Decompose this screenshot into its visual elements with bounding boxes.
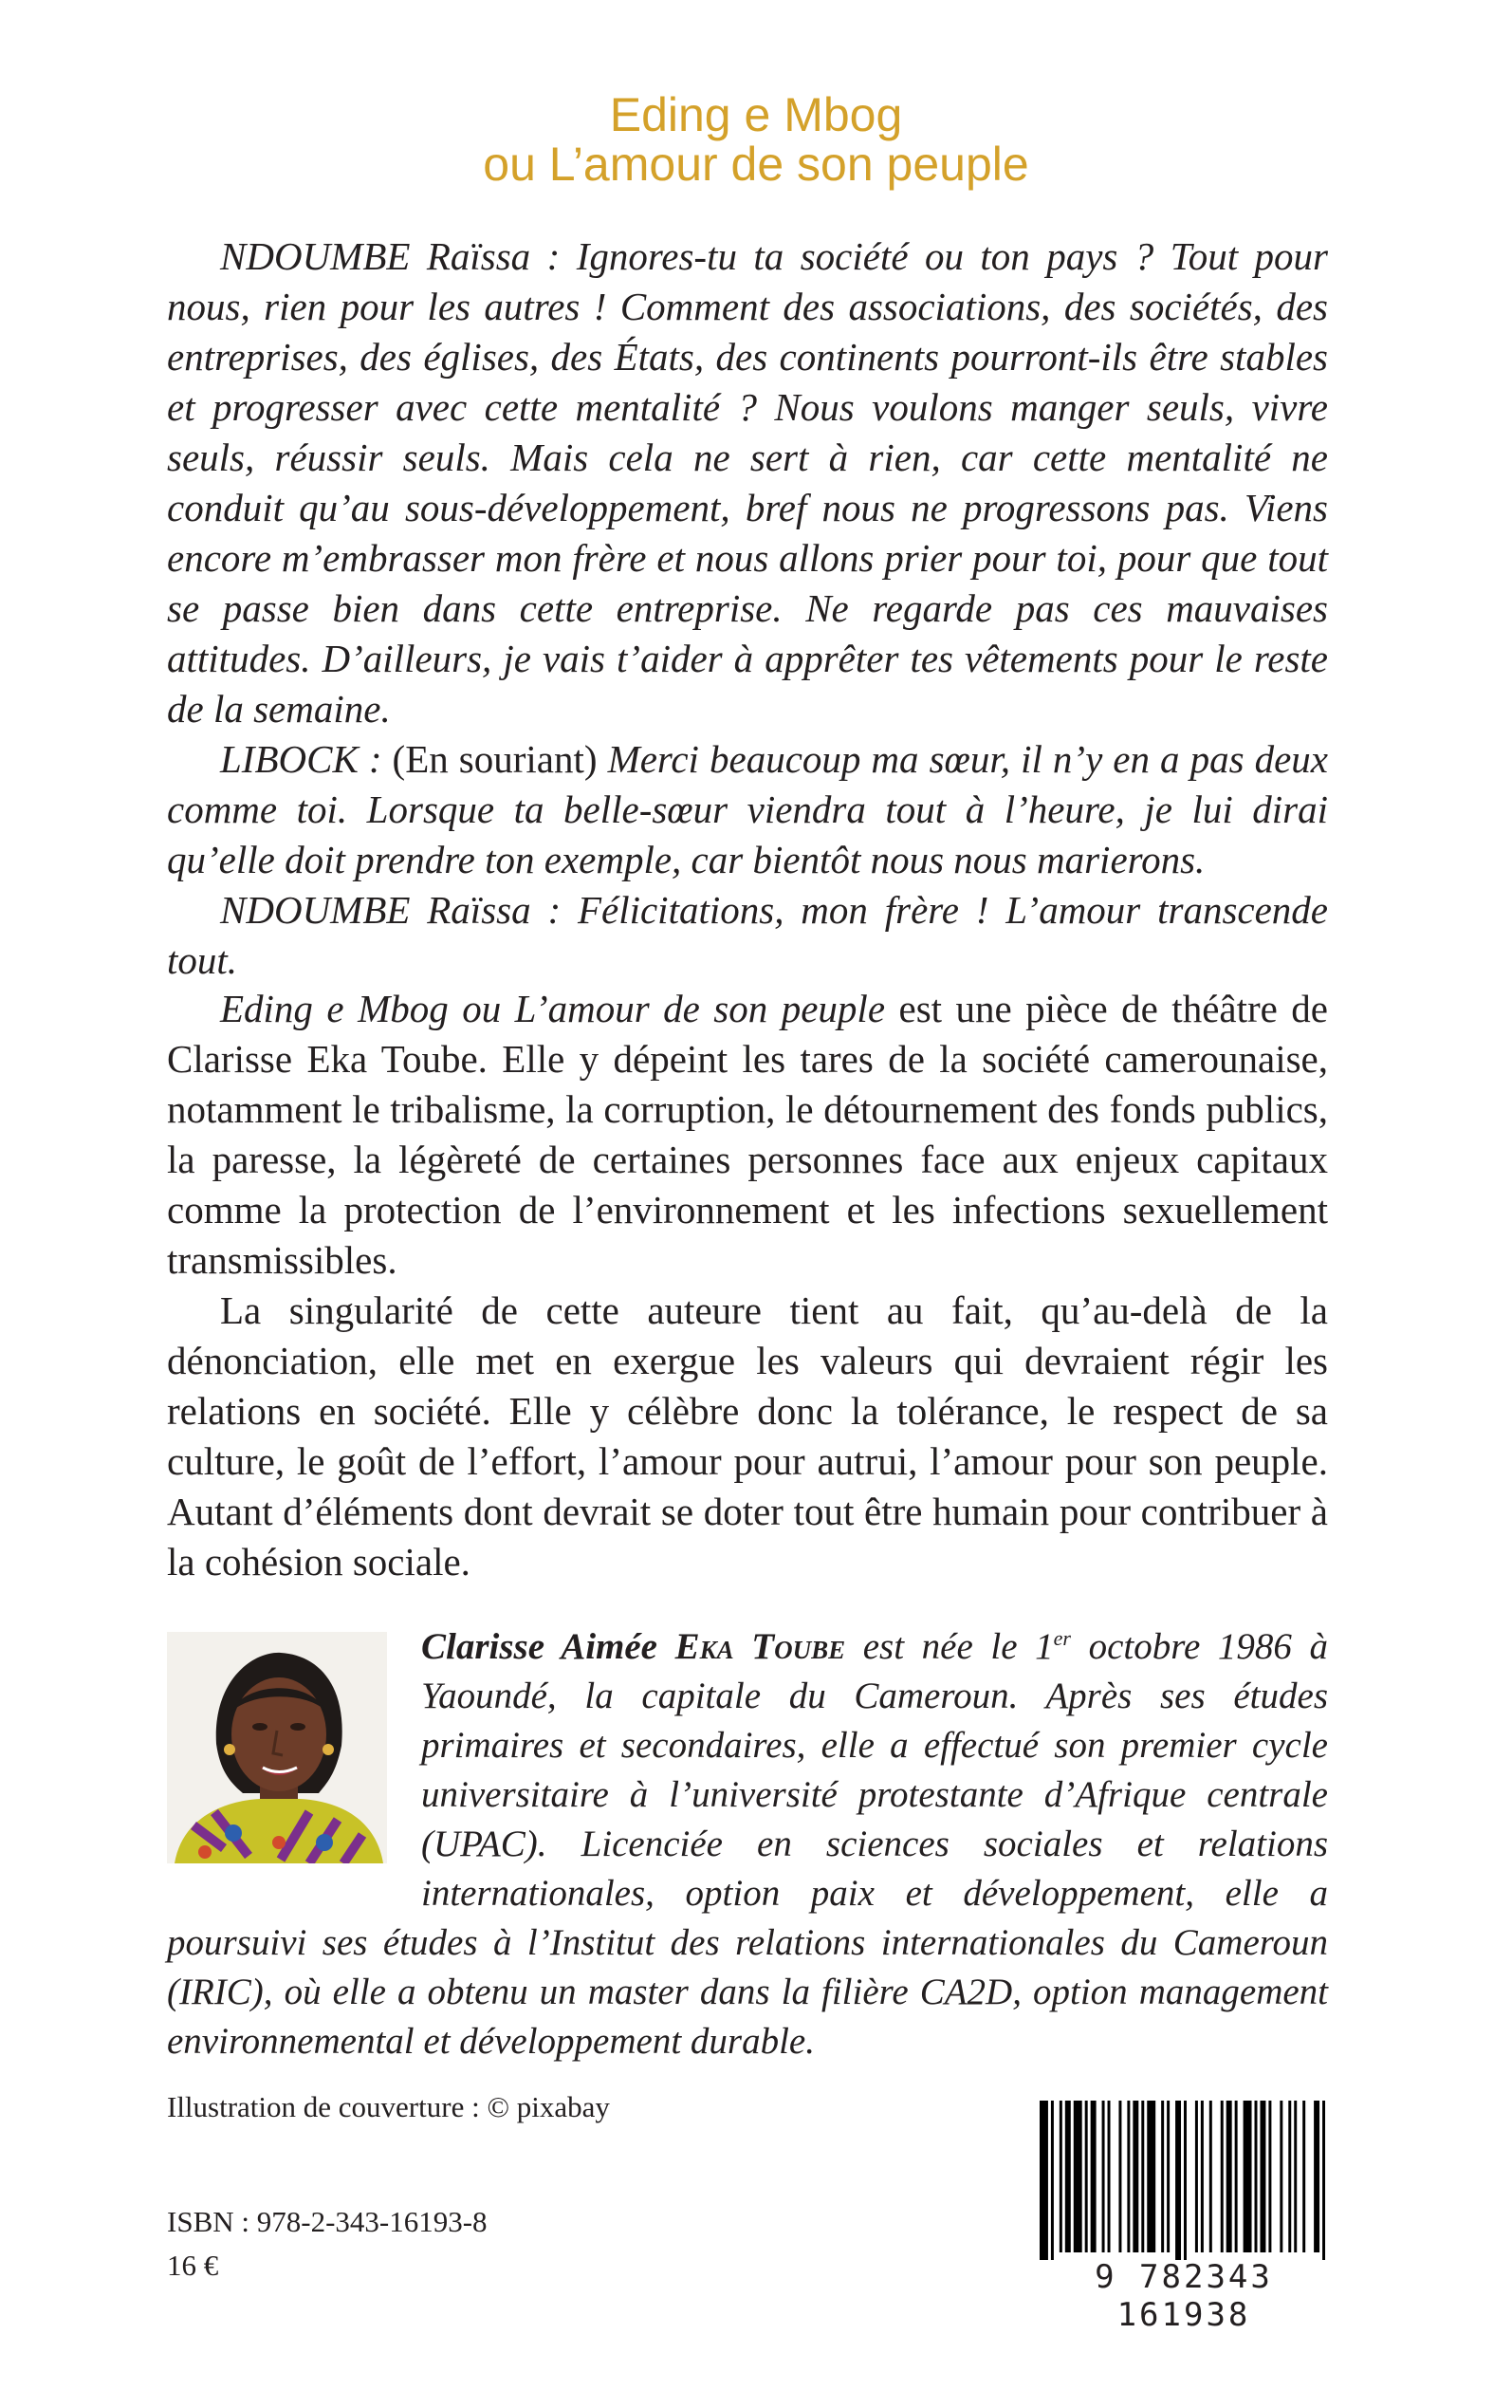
barcode-bar bbox=[1255, 2101, 1258, 2252]
summary-paragraph-2: La singularité de cette auteure tient au fait, qu’au-delà de la dénonciation, elle met en exergue les valeurs qui devraient régir les relations en société. Elle y célèbre donc la tolérance, le respect de sa culture, le goût de l’effort, l’amour pour autrui, l’amour pour son peuple. Autant d’éléments dont devrait se doter tout être humain pour contribuer à la cohésion sociale. bbox=[167, 1288, 1328, 1584]
speaker-name: LIBOCK : bbox=[220, 737, 382, 781]
dialogue-excerpt bbox=[167, 232, 1328, 986]
cover-credit: Illustration de couverture : © pixabay bbox=[167, 2090, 610, 2123]
barcode-bar bbox=[1294, 2101, 1297, 2252]
book-title-line-1: Eding e Mbog bbox=[609, 88, 903, 141]
barcode-bar bbox=[1314, 2101, 1319, 2252]
barcode-bar bbox=[1091, 2101, 1097, 2252]
barcode-bar bbox=[1221, 2101, 1224, 2252]
barcode-bar bbox=[1040, 2101, 1048, 2260]
dialogue-line-2 bbox=[167, 734, 1328, 885]
dialogue-line-3 bbox=[167, 885, 1328, 986]
barcode-bar bbox=[1065, 2101, 1071, 2252]
price: 16 € bbox=[167, 2249, 219, 2282]
speaker-name: NDOUMBE Raïssa : bbox=[220, 888, 562, 932]
barcode-bar bbox=[1244, 2101, 1252, 2252]
barcode-bar bbox=[1288, 2101, 1291, 2252]
summary-paragraph-1 bbox=[167, 984, 1328, 1286]
bio-superscript: er bbox=[1053, 1626, 1071, 1650]
summary-text: est une pièce de théâtre de Clarisse Eka Toube. Elle y dépeint les tares de la société camerounaise, notamment le tribalisme, la corruption, le détournement des fonds publics, la paresse, la légèreté de certaines personnes face aux enjeux capitaux comme la protection de l’environnement et les infections sexuellement transmissibles. bbox=[167, 987, 1329, 1282]
barcode-bar bbox=[1184, 2101, 1187, 2260]
dialogue-text: Ignores-tu ta société ou ton pays ? Tout pour nous, rien pour les autres ! Comment des associations, des sociétés, des entreprises, des églises, des États, des continents pourront-ils être stables et progresser avec cette mentalité ? Nous voulons manger seuls, vivre seuls, réussir seuls. Mais cela ne sert à rien, car cette mentalité ne conduit qu’au sous-développement, bref nous ne progressons pas. Viens encore m’embrasser mon frère et nous allons prier pour toi, pour que tout se passe bien dans cette entreprise. Ne regarde pas ces mauvaises attitudes. D’ailleurs, je vais t’aider à apprêter tes vêtements pour le reste de la semaine. bbox=[167, 234, 1328, 731]
barcode-bar bbox=[1147, 2101, 1155, 2252]
summary-book-title: Eding e Mbog ou L’amour de son peuple bbox=[220, 987, 886, 1030]
barcode-digits: 9 782343 161938 bbox=[1095, 2258, 1273, 2334]
barcode-bar bbox=[1302, 2101, 1305, 2252]
barcode-bar bbox=[1161, 2101, 1164, 2252]
barcode-bar bbox=[1127, 2101, 1130, 2252]
barcode-bar bbox=[1226, 2101, 1232, 2252]
barcode-bar bbox=[1133, 2101, 1138, 2252]
barcode-bar bbox=[1268, 2101, 1271, 2252]
dialogue-text: Félicitations, mon frère ! L’amour transcende tout. bbox=[167, 888, 1328, 982]
author-surname: Eka Toube bbox=[674, 1626, 846, 1667]
stage-direction: (En souriant) bbox=[392, 737, 598, 781]
dialogue-text: Merci beaucoup ma sœur, il n’y en a pas deux comme toi. Lorsque ta belle-sœur viendra tout à l’heure, je lui dirai qu’elle doit prendre ton exemple, car bientôt nous nous marierons. bbox=[167, 737, 1328, 881]
barcode-bar bbox=[1060, 2101, 1062, 2252]
isbn-number: ISBN : 978-2-343-16193-8 bbox=[167, 2205, 488, 2238]
barcode-bar bbox=[1108, 2101, 1111, 2252]
barcode-bar bbox=[1167, 2101, 1170, 2252]
book-title-line-2: ou L’amour de son peuple bbox=[483, 138, 1029, 191]
author-portrait-icon bbox=[167, 1632, 387, 1863]
barcode-bar bbox=[1260, 2101, 1265, 2252]
barcode-bar bbox=[1280, 2101, 1282, 2252]
barcode-bar bbox=[1235, 2101, 1238, 2252]
barcode-icon bbox=[1040, 2101, 1328, 2260]
barcode-bar bbox=[1085, 2101, 1088, 2252]
author-photo bbox=[167, 1632, 387, 1863]
barcode-bar bbox=[1051, 2101, 1054, 2260]
barcode-bar bbox=[1195, 2101, 1198, 2252]
author-bio bbox=[167, 1622, 1328, 2066]
barcode-bar bbox=[1102, 2101, 1105, 2252]
bio-text: octobre 1986 à Yaoundé, la capitale du Cameroun. Après ses études primaires et secondaires, elle a effectué son premier cycle universitaire à l’université protestante d’Afrique centrale (UPAC). Licenciée en sciences sociales et relations internationales, option paix et développement, elle a poursuivi ses études à l’Institut des relations internationales du Cameroun (IRIC), où elle a obtenu un master dans la filière CA2D, option management environnemental et développement durable. bbox=[167, 1626, 1329, 2062]
dialogue-line-1 bbox=[167, 232, 1328, 734]
barcode-bar bbox=[1175, 2101, 1181, 2260]
barcode-bar bbox=[1141, 2101, 1144, 2252]
barcode-bar bbox=[1322, 2101, 1325, 2260]
barcode-bar bbox=[1209, 2101, 1212, 2252]
barcode-bar bbox=[1118, 2101, 1121, 2252]
book-summary bbox=[167, 984, 1328, 1587]
speaker-name: NDOUMBE Raïssa : bbox=[220, 234, 561, 278]
author-first-names: Clarisse Aimée bbox=[421, 1626, 657, 1667]
bio-born-prefix: est née le 1 bbox=[862, 1626, 1054, 1667]
barcode-bar bbox=[1201, 2101, 1204, 2252]
barcode-bar bbox=[1074, 2101, 1082, 2252]
